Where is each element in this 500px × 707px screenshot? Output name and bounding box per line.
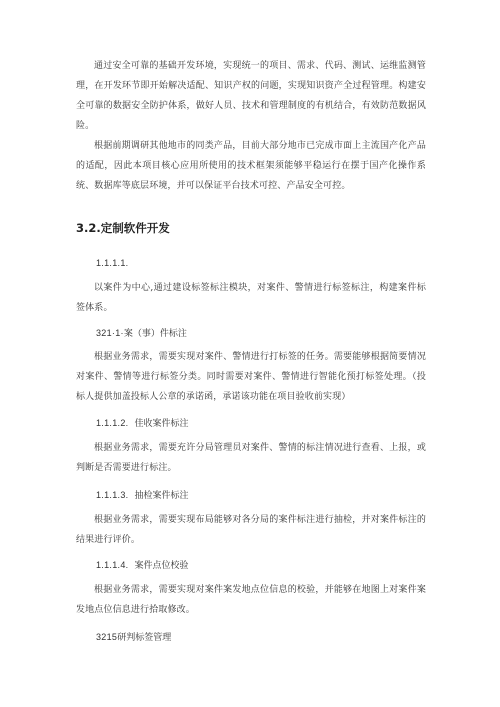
section-title: 定制软件开发 — [100, 221, 170, 235]
paragraph-case-centered: 以案件为中心,通过建设标签标注模块，对案件、警情进行标签标注，构建案件标签体系。 — [76, 283, 426, 313]
subsection-heading — [96, 630, 171, 645]
subsection-heading — [96, 326, 187, 341]
subsection-title: 研判标签管理 — [117, 633, 172, 643]
subsection-heading — [96, 256, 128, 271]
subsection-number: 1.1.1.1. — [96, 258, 129, 268]
subsection-title: 佳收案件标注 — [134, 419, 189, 429]
subsection-title: 案（事）件标注 — [123, 329, 187, 339]
paragraph-case-tagging: 根据业务需求，需要实现对案件、警情进行打标签的任务。需要能够根据简要情况对案件、警情等进行标签分类。同时需要对案件、警情进行智能化预打标签处理。（投标人提供加盖投标人公章的承诺函，承诺该功能在项目验收前实现） — [76, 352, 426, 402]
paragraph-sampling-tagging: 根据业务需求，需要实现布局能够对各分局的案件标注进行抽检，并对案件标注的结果进行评价。 — [76, 515, 426, 545]
section-heading — [76, 220, 170, 236]
subsection-heading — [96, 488, 188, 503]
subsection-number: 1.1.1.4. — [96, 560, 129, 570]
paragraph-location-check: 根据业务需求，需要实现对案件案发地点位信息的校验，并能够在地图上对案件案发地点位信息进行拾取修改。 — [76, 585, 426, 615]
subsection-number: 321·1· — [96, 328, 124, 338]
subsection-title: 案件点位校验 — [134, 561, 189, 571]
subsection-title: 抽检案件标注 — [134, 491, 189, 501]
paragraph-receive-tagging: 根据业务需求，需要充许分局管理员对案件、警情的标注情况进行查看、上报，或判断是否需要进行标注。 — [76, 443, 426, 473]
subsection-number: 1.1.1.3. — [96, 490, 129, 500]
subsection-heading — [96, 416, 188, 431]
subsection-number: 3215 — [96, 632, 118, 642]
subsection-number: 1.1.1.2. — [96, 418, 129, 428]
section-number: 3.2. — [76, 221, 101, 235]
subsection-heading — [96, 558, 188, 573]
paragraph-security-environment: 通过安全可靠的基础开发环境，实现统一的项目、需求、代码、测试、运维监测管理，在开发环节即开始解决适配、知识产权的问题，实现知识资产全过程管理。构建安全可靠的数据安全防护体系，做好人员、技术和管理制度的有机结合，有效防范数据风险。 — [76, 61, 426, 131]
paragraph-localization: 根据前期调研其他地市的同类产品，目前大部分地市已完成市面上主流国产化产品的适配，因此本项目核心应用所使用的技术框架须能够平稳运行在摆于国产化操作系统、数据库等底层环境，并可以保证平台技术可控、产品安全可控。 — [76, 141, 426, 191]
